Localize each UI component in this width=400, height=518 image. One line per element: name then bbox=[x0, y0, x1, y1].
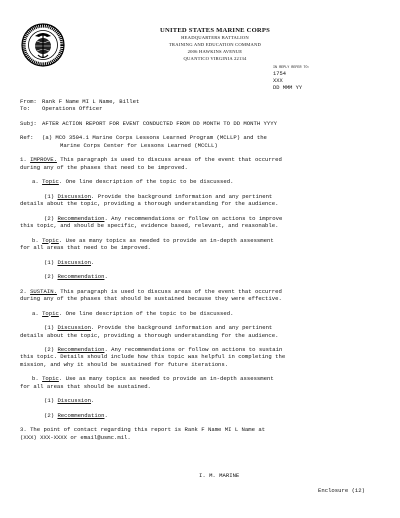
section-1a1 bbox=[20, 193, 390, 200]
section-2a2-line-3: mission, and why it should be sustained for future iterations. bbox=[20, 360, 229, 368]
enclosure-label: Enclosure (12) bbox=[318, 487, 365, 494]
letterhead-line: 2006 HAWKINS AVENUE bbox=[187, 49, 243, 54]
discussion-title: Discussion bbox=[57, 324, 92, 332]
topic-text: . One line description of the topic to be discussed. bbox=[58, 309, 234, 317]
topic-text: . One line description of the topic to be discussed. bbox=[58, 178, 234, 186]
section-2-line-2: during any of the phases that should be sustained because they were effective. bbox=[20, 295, 282, 303]
item-prefix: (1) bbox=[44, 258, 55, 266]
section-title: SUSTAIN. bbox=[30, 287, 57, 295]
discussion-title: Discussion bbox=[57, 397, 92, 405]
item-prefix: (2) bbox=[44, 411, 55, 419]
section-2a bbox=[20, 310, 390, 317]
recommendation-title: Recommendation bbox=[57, 411, 105, 419]
section-2b-line-2: for all areas that should be sustained. bbox=[20, 382, 151, 390]
reference-line bbox=[20, 134, 390, 141]
section-1a1-line-2: details about the topic, providing a thorough understanding for the audience. bbox=[20, 200, 279, 208]
letterhead bbox=[120, 27, 310, 62]
topic-text: . Use as many topics as needed to provide an in-depth assessment bbox=[58, 375, 274, 383]
section-2a1-line-2: details about the topic, providing a thorough understanding for the audience. bbox=[20, 331, 279, 339]
office-code: XXX bbox=[273, 78, 283, 85]
discussion-text: . Provide the background information and any pertinent bbox=[91, 324, 273, 332]
letterhead-line: HEADQUARTERS BATTALION bbox=[181, 35, 249, 40]
discussion-text: . Provide the background information and any pertinent bbox=[91, 192, 273, 200]
subject-line bbox=[20, 120, 390, 127]
section-1b-line-2: for all areas that need to be improved. bbox=[20, 243, 151, 251]
contact-line: (XXX) XXX-XXXX or email@usmc.mil. bbox=[20, 433, 131, 441]
topic-title: Topic bbox=[42, 375, 59, 383]
item-prefix: a. bbox=[32, 309, 39, 317]
topic-text: . Use as many topics as needed to provide an in-depth assessment bbox=[58, 236, 274, 244]
reply-caption: IN REPLY REFER TO: bbox=[273, 66, 310, 70]
letterhead-line: QUANTICO VIRGINIA 22134 bbox=[183, 56, 247, 61]
item-prefix: (1) bbox=[44, 397, 55, 405]
reference-line-2: Marine Corps Center for Lessons Learned (MCCLL) bbox=[60, 141, 218, 149]
item-prefix: a. bbox=[32, 178, 39, 186]
section-3: 3. The point of contact regarding this report is Rank F Name MI L Name at bbox=[20, 426, 266, 434]
subj-label: Subj: bbox=[20, 119, 37, 127]
signature-block: I. M. MARINE bbox=[199, 472, 240, 479]
recommendation-title: Recommendation bbox=[57, 273, 105, 281]
section-text: This paragraph is used to discuss areas of the event that occurred bbox=[56, 156, 282, 164]
section-text: This paragraph is used to discuss areas of the event that occurred bbox=[56, 287, 282, 295]
from-value: Rank F Name MI L Name, Billet bbox=[42, 98, 140, 105]
section-2b2: (2) Recommendation. bbox=[44, 411, 108, 419]
section-1a bbox=[20, 178, 390, 185]
section-2b1: (1) Discussion. bbox=[44, 397, 95, 405]
item-prefix: (2) bbox=[44, 346, 55, 354]
item-prefix: (2) bbox=[44, 214, 55, 222]
topic-title: Topic bbox=[42, 236, 59, 244]
ref-value: (a) MCO 3504.1 Marine Corps Lessons Learned Program (MCLLP) and the bbox=[42, 134, 267, 142]
item-prefix: (1) bbox=[44, 192, 55, 200]
recommendation-title: Recommendation bbox=[57, 214, 105, 222]
organization-name: UNITED STATES MARINE CORPS bbox=[160, 27, 270, 34]
section-2 bbox=[20, 288, 390, 295]
section-1-line-2: during any of the phases that need to be improved. bbox=[20, 163, 188, 171]
item-prefix: b. bbox=[32, 236, 39, 244]
section-1 bbox=[20, 156, 390, 163]
section-1b bbox=[20, 237, 390, 244]
recommendation-title: Recommendation bbox=[57, 346, 105, 354]
section-2a2-line-2: this topic. Details should include how this topic was helpful in completing the bbox=[20, 353, 286, 361]
letterhead-line: TRAINING AND EDUCATION COMMAND bbox=[168, 42, 262, 47]
letter-body bbox=[20, 98, 390, 441]
to-label: To: bbox=[20, 105, 31, 113]
discussion-title: Discussion bbox=[57, 192, 92, 200]
ref-label: Ref: bbox=[20, 134, 34, 142]
discussion-title: Discussion bbox=[57, 258, 92, 266]
ssic: 1754 bbox=[273, 71, 286, 77]
from-label: From: bbox=[20, 98, 37, 105]
from-line bbox=[20, 98, 390, 105]
section-2b bbox=[20, 375, 390, 382]
section-1a2 bbox=[20, 215, 390, 222]
item-prefix: (1) bbox=[44, 324, 55, 332]
item-prefix: b. bbox=[32, 375, 39, 383]
section-1b2: (2) Recommendation. bbox=[44, 273, 108, 281]
to-value: Operations Officer bbox=[42, 105, 103, 113]
section-title: IMPROVE. bbox=[30, 156, 57, 164]
recommendation-text: . Any recommendations or follow on actions to improve bbox=[104, 214, 283, 222]
usmc-seal-icon bbox=[21, 23, 65, 67]
section-2a1 bbox=[20, 324, 390, 331]
recommendation-text: . Any recommendations or follow on actions to sustain bbox=[104, 346, 283, 354]
topic-title: Topic bbox=[42, 309, 59, 317]
reference-block bbox=[273, 66, 363, 93]
topic-title: Topic bbox=[42, 178, 59, 186]
date: DD MMM YY bbox=[273, 85, 303, 92]
subj-value: AFTER ACTION REPORT FOR EVENT CONDUCTED FROM DD MONTH TO DD MONTH YYYY bbox=[42, 119, 277, 127]
section-number: 2. bbox=[20, 287, 27, 295]
section-2a2 bbox=[20, 346, 390, 353]
item-prefix: (2) bbox=[44, 273, 55, 281]
section-1a2-line-2: this topic, and should be specific, evidence based, relevant, and reasonable. bbox=[20, 222, 279, 230]
section-1b1: (1) Discussion. bbox=[44, 258, 95, 266]
section-number: 1. bbox=[20, 156, 27, 164]
to-line bbox=[20, 105, 390, 112]
